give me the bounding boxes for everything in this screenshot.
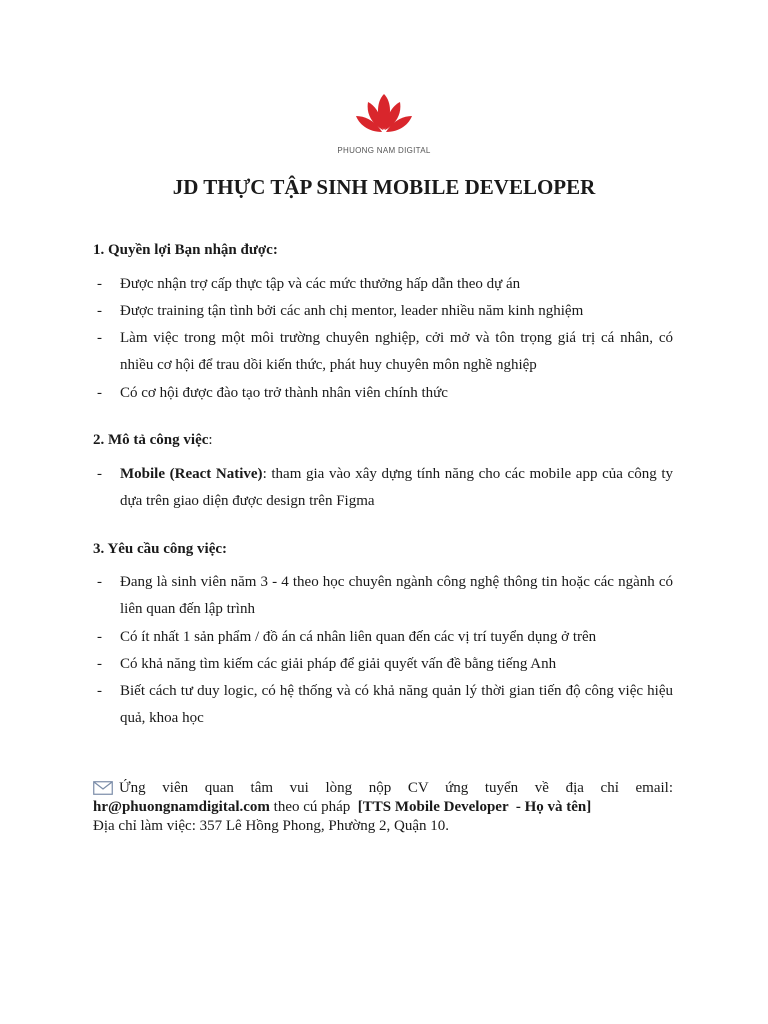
- contact-email[interactable]: hr@phuongnamdigital.com: [93, 799, 270, 815]
- page-title: JD THỰC TẬP SINH MOBILE DEVELOPER: [172, 175, 596, 199]
- section-heading-job-description: 2. Mô tả công việc:: [93, 432, 213, 448]
- lotus-logo-icon: [354, 92, 414, 142]
- section-heading-requirements: 3. Yêu cầu công việc:: [93, 541, 228, 557]
- contact-email-line: hr@phuongnamdigital.com theo cú pháp [TTS Mobile Developer - Họ và tên]: [93, 799, 592, 815]
- contact-line: Ứng viên quan tâm vui lòng nộp CV ứng tuyển về địa chỉ email:: [93, 779, 673, 798]
- company-logo: [0, 92, 768, 155]
- contact-block: [93, 779, 673, 836]
- work-address: Địa chỉ làm việc: 357 Lê Hồng Phong, Phường 2, Quận 10.: [93, 818, 450, 834]
- list-item: - Làm việc trong một môi trường chuyên nghiệp, cởi mở và tôn trọng giá trị cá nhân, có nhiều cơ hội để trau dồi kiến thức, phát huy chuyên môn nghề nghiệp: [97, 330, 673, 373]
- section-heading-benefits: 1. Quyền lợi Bạn nhận được:: [93, 242, 278, 258]
- logo-brand-text: PHUONG NAM DIGITAL: [337, 146, 431, 155]
- list-item: - Mobile (React Native): tham gia vào xây dựng tính năng cho các mobile app của công ty dựa trên giao diện được design trên Figma: [97, 466, 674, 509]
- list-item: - Có cơ hội được đào tạo trở thành nhân viên chính thức: [97, 385, 448, 401]
- list-item: - Có khả năng tìm kiếm các giải pháp để giải quyết vấn đề bằng tiếng Anh: [97, 656, 557, 672]
- list-item: - Được nhận trợ cấp thực tập và các mức thưởng hấp dẫn theo dự án: [97, 276, 521, 292]
- list-item: - Biết cách tư duy logic, có hệ thống và có khả năng quản lý thời gian tiến độ công việc hiệu quả, khoa học: [97, 683, 673, 726]
- list-item: - Được training tận tình bởi các anh chị mentor, leader nhiều năm kinh nghiệm: [97, 303, 584, 319]
- envelope-icon: [93, 781, 113, 795]
- list-item: - Có ít nhất 1 sản phẩm / đồ án cá nhân liên quan đến các vị trí tuyển dụng ở trên: [97, 629, 597, 645]
- list-item: - Đang là sinh viên năm 3 - 4 theo học chuyên ngành công nghệ thông tin hoặc các ngành có liên quan đến lập trình: [97, 574, 673, 617]
- role-name: Mobile (React Native): [120, 466, 263, 482]
- email-subject-syntax: [TTS Mobile Developer - Họ và tên]: [357, 799, 592, 815]
